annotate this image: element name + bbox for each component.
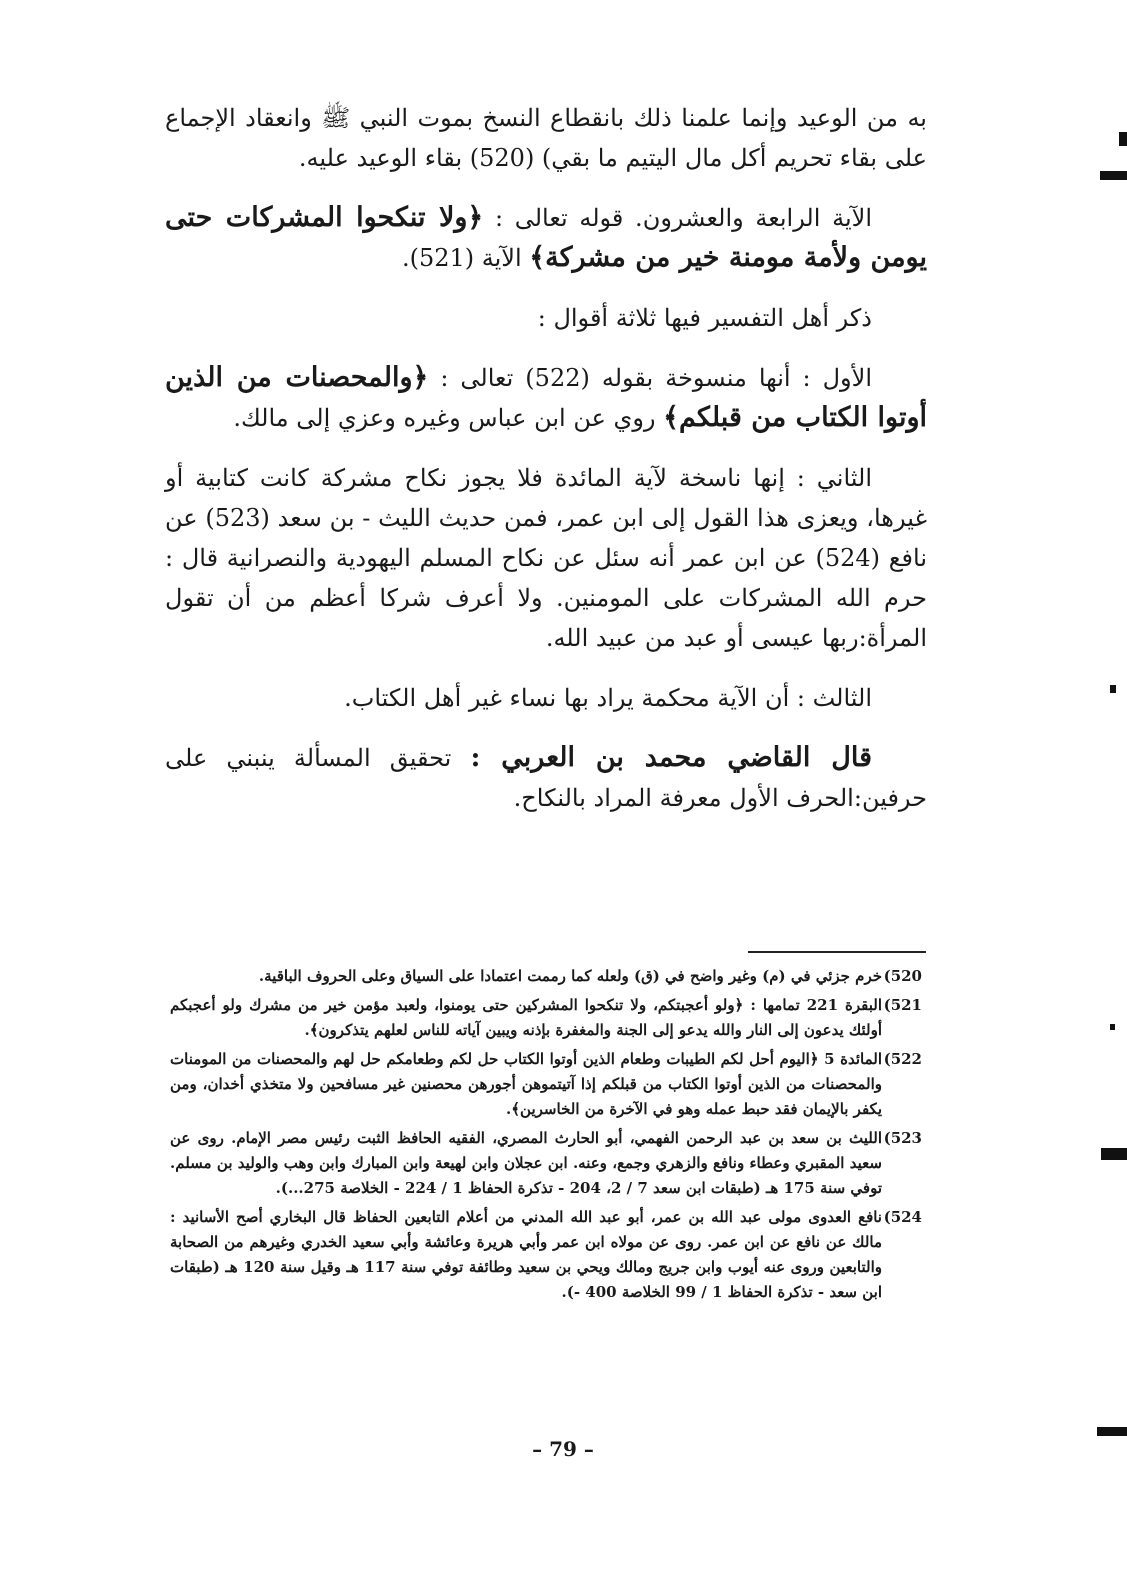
- footnote-520: [170, 964, 922, 989]
- quran-verse-24: ﴿ولا تنكحوا المشركات حتى يومن ولأمة مومنة خير من مشركة﴾: [165, 202, 927, 273]
- qadi-text: تحقيق المسألة ينبني على حرفين:الحرف الأول معرفة المراد بالنكاح.: [165, 744, 927, 812]
- footnote-number: 524): [883, 1208, 922, 1226]
- scan-edge-mark: [1110, 685, 1116, 693]
- footnote-number: 522): [883, 1050, 922, 1068]
- scan-edge-mark: [1100, 171, 1127, 180]
- footnote-number: 521): [883, 996, 922, 1014]
- footnotes: [170, 964, 922, 1309]
- third-opinion-text: الثالث : أن الآية محكمة يراد بها نساء غير أهل الكتاب.: [344, 684, 872, 712]
- paragraph-three-opinions: [165, 298, 927, 338]
- scan-edge-mark: [1119, 132, 1127, 146]
- paragraph-verse-24: [165, 198, 927, 278]
- footnote-text: البقرة 221 تمامها : ﴿ولو أعجبتكم، ولا تنكحوا المشركين حتى يومنوا، ولعبد مؤمن خير من مشرك ولو أعجبكم أولئك يدعون إلى النار والله يدعو إلى الجنة والمغفرة بإذنه ويبين آياته للناس لعلهم يتذكرون﴾.: [170, 996, 882, 1039]
- footnote-522: [170, 1047, 922, 1122]
- paragraph-three-opinions-text: ذكر أهل التفسير فيها ثلاثة أقوال :: [537, 304, 872, 332]
- footnote-number: 520): [883, 967, 922, 985]
- footnote-521: [170, 993, 922, 1043]
- footnote-separator: [748, 951, 926, 953]
- footnote-text: المائدة 5 ﴿اليوم أحل لكم الطيبات وطعام الذين أوتوا الكتاب حل لكم وطعامكم حل لهم والمحصنات من المومنات والمحصنات من الذين أوتوا الكتاب من قبلكم إذا آتيتموهن أجورهن محصنين غير مسافحين ولا متخذي أخدان، ومن يكفر بالإيمان فقد حبط عمله وهو في الآخرة من الخاسرين﴾.: [170, 1050, 883, 1118]
- scan-edge-mark: [1097, 1427, 1127, 1436]
- footnote-523: [170, 1126, 922, 1201]
- footnote-text: خرم جزئي في (م) وغير واضح في (ق) ولعله كما رممت اعتمادا على السياق وعلى الحروف الباقية.: [258, 967, 882, 985]
- paragraph-third-opinion: [165, 678, 927, 718]
- second-opinion-text: الثاني : إنها ناسخة لآية المائدة فلا يجوز نكاح مشركة كانت كتابية أو غيرها، ويعزى هذا القول إلى ابن عمر، فمن حديث الليث - بن سعد (523) عن نافع (524) عن ابن عمر أنه سئل عن نكاح المسلم اليهودية والنصرانية قال : حرم الله المشركات على المومنين. ولا أعرف شركا أعظم من أن تقول المرأة:ربها عيسى أو عبد من عبيد الله.: [165, 464, 928, 652]
- footnote-524: [170, 1205, 922, 1305]
- first-opinion-intro: الأول : أنها منسوخة بقوله (522) تعالى :: [440, 364, 872, 392]
- footnote-text: نافع العدوى مولى عبد الله بن عمر، أبو عبد الله المدني من أعلام التابعين الحفاظ قال البخاري أصح الأسانيد : مالك عن نافع عن ابن عمر. روى عن مولاه ابن عمر وأبي هريرة وعائشة وأبي سعيد الخدري وغيرهم من الصحابة والتابعين وروى عنه أيوب وابن جريج ومالك ويحي بن سعيد وطائفة توفي سنة 117 هـ وقيل سنة 120 هـ (طبقات ابن سعد - تذكرة الحفاظ 1 / 99 الخلاصة 400 -).: [170, 1208, 882, 1301]
- main-text: [165, 98, 927, 838]
- paragraph-1: [165, 98, 927, 178]
- scan-edge-mark: [1101, 1148, 1127, 1160]
- footnote-text: الليث بن سعد بن عبد الرحمن الفهمي، أبو الحارث المصري، الفقيه الحافظ الثبت رئيس مصر الإمام. روى عن سعيد المقبري وعطاء ونافع والزهري وجمع، وعنه. ابن عجلان وابن لهيعة وابن المبارك وابن وهب والوليد بن مسلم. توفي سنة 175 هـ (طبقات ابن سعد 7 / 2، 204 - تذكرة الحفاظ 1 / 224 - الخلاصة 275...).: [170, 1129, 882, 1197]
- paragraph-first-opinion: [165, 358, 927, 438]
- paragraph-verse-24-end: الآية (521).: [401, 244, 522, 272]
- page-number: – 79 –: [532, 1437, 594, 1461]
- scan-edge-mark: [1110, 1024, 1115, 1030]
- paragraph-second-opinion: [165, 458, 927, 658]
- footnote-number: 523): [883, 1129, 922, 1147]
- qadi-heading: قال القاضي محمد بن العربي :: [470, 742, 872, 773]
- paragraph-qadi: [165, 738, 927, 818]
- paragraph-1-text: به من الوعيد وإنما علمنا ذلك بانقطاع النسخ بموت النبي ﷺ وانعقاد الإجماع على بقاء تحريم أكل مال اليتيم ما بقي) (520) بقاء الوعيد عليه.: [165, 104, 927, 172]
- paragraph-verse-24-intro: الآية الرابعة والعشرون. قوله تعالى :: [494, 204, 873, 232]
- quran-verse-muhsanat: ﴿والمحصنات من الذين أوتوا الكتاب من قبلكم﴾: [165, 362, 927, 433]
- first-opinion-end: روي عن ابن عباس وغيره وعزي إلى مالك.: [233, 404, 656, 432]
